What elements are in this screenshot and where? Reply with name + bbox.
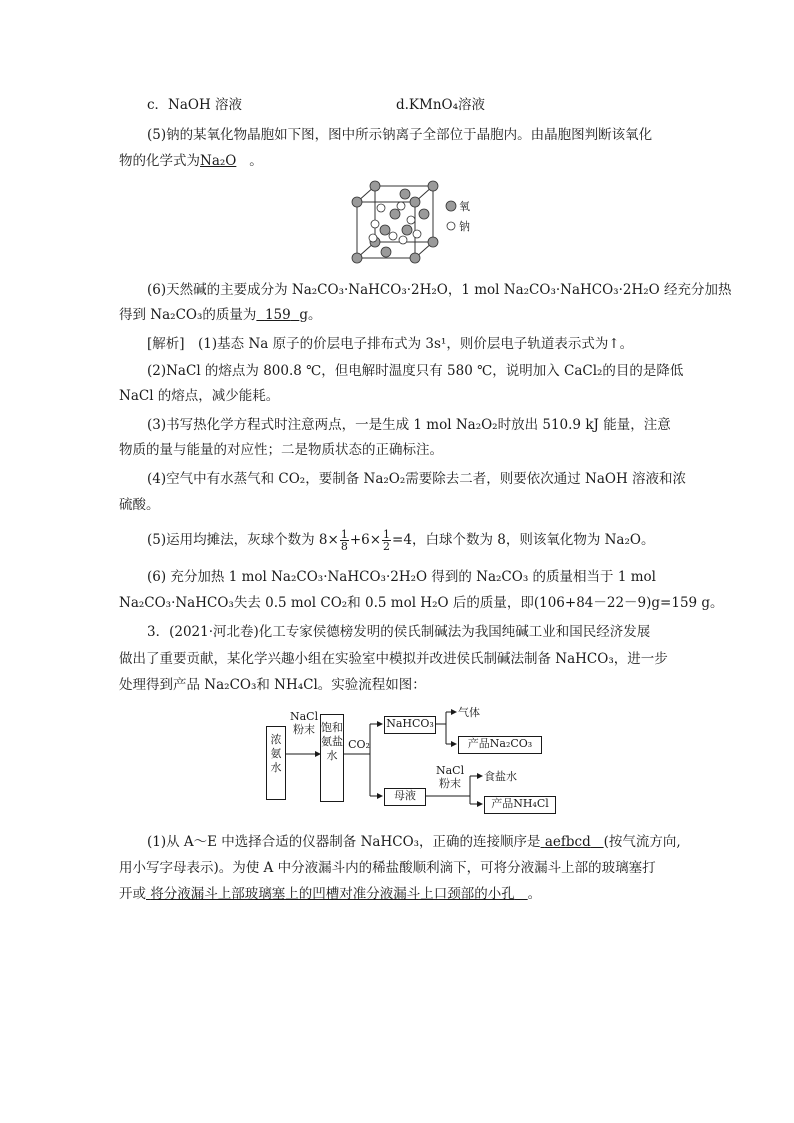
q3-1-line1: (1)从 A～E 中选择合适的仪器制备 NaHCO₃，正确的连接顺序是 aefbcd (按气流方向, — [147, 834, 681, 850]
legend-oxygen-marker — [446, 201, 456, 211]
label-co2: CO₂ — [348, 738, 370, 751]
legend-oxygen-label: 氧 — [459, 200, 470, 213]
analysis-3: NaCl 的熔点，减少能耗。 — [119, 388, 280, 404]
box-product-nh4cl: 产品NH₄Cl — [484, 796, 556, 814]
fraction-one-half: $\frac{1}{2}$ — [383, 528, 391, 553]
sodium-ions — [369, 202, 421, 244]
box-product-na2co3: 产品Na₂CO₃ — [458, 736, 542, 754]
label-nacl-powder-1: NaCl粉末 — [290, 710, 319, 736]
option-c: c．NaOH 溶液 — [147, 97, 243, 113]
q3-1-answer: aefbcd — [544, 834, 591, 850]
option-d: d.KMnO₄溶液 — [396, 97, 486, 113]
q3-line1: 3．(2021·河北卷)化工专家侯德榜发明的侯氏制碱法为我国纯碱工业和国民经济发展 — [147, 624, 651, 640]
analysis-10: Na₂CO₃·NaHCO₃失去 0.5 mol CO₂和 0.5 mol H₂O 后的质量，即(106+84－22－9)g=159 g。 — [119, 595, 724, 611]
process-flow-diagram — [260, 704, 560, 814]
label-gas: 气体 — [458, 706, 480, 719]
q6-answer: 159 — [264, 307, 291, 323]
analysis-6: (4)空气中有水蒸气和 CO₂，要制备 Na₂O₂需要除去二者，则要依次通过 NaOH 溶液和浓 — [147, 471, 687, 487]
label-salt-water: 食盐水 — [484, 770, 517, 783]
q3-line3: 处理得到产品 Na₂CO₃和 NH₄Cl。实验流程如图： — [119, 677, 426, 693]
legend-sodium-marker — [447, 222, 455, 230]
q3-1-line3: 开或 将分液漏斗上部玻璃塞上的凹槽对准分液漏斗上口颈部的小孔 。 — [119, 886, 542, 902]
label-nacl-powder-2: NaCl粉末 — [436, 764, 465, 790]
analysis-7: 硫酸。 — [119, 497, 160, 513]
crystal-cell-figure — [345, 178, 475, 268]
legend-sodium-label: 钠 — [459, 220, 470, 233]
analysis-2: (2)NaCl 的熔点为 800.8 ℃，但电解时温度只有 580 ℃，说明加入 CaCl₂的目的是降低 — [147, 363, 684, 379]
analysis-4: (3)书写热化学方程式时注意两点，一是生成 1 mol Na₂O₂时放出 510.9 kJ 能量，注意 — [147, 417, 671, 433]
q5-line1: (5)钠的某氧化物晶胞如下图，图中所示钠离子全部位于晶胞内。由晶胞图判断该氧化 — [147, 127, 653, 143]
box-nahco3: NaHCO₃ — [384, 716, 436, 734]
box-saturated-ammonia-brine: 饱和氨盐水 — [320, 714, 344, 802]
q6-line2: 得到 Na₂CO₃的质量为 159 g。 — [119, 307, 322, 323]
analysis-1: [解析] (1)基态 Na 原子的价层电子排布式为 3s¹，则价层电子轨道表示式为↑。 — [147, 336, 634, 352]
q6-line1: (6)天然碱的主要成分为 Na₂CO₃·NaHCO₃·2H₂O，1 mol Na₂CO₃·NaHCO₃·2H₂O 经充分加热 — [147, 282, 732, 298]
q5-answer: Na₂O — [200, 153, 237, 169]
analysis-5: 物质的量与能量的对应性；二是物质状态的正确标注。 — [119, 442, 443, 458]
q3-line2: 做出了重要贡献，某化学兴趣小组在实验室中模拟并改进侯氏制碱法制备 NaHCO₃，进一步 — [119, 651, 668, 667]
q3-1-line2: 用小写字母表示)。为使 A 中分液漏斗内的稀盐酸顺利滴下，可将分液漏斗上部的玻璃塞打 — [119, 860, 656, 876]
q3-1-answer-2: 将分液漏斗上部玻璃塞上的凹槽对准分液漏斗上口颈部的小孔 — [150, 886, 515, 902]
box-concentrated-ammonia: 浓氨水 — [266, 726, 286, 800]
fraction-one-eighth: $\frac{1}{8}$ — [340, 528, 348, 553]
analysis-8: (5)运用均摊法，灰球个数为 8× $\frac{1}{8}$ +6× $\frac{1}{2}$ =4，白球个数为 8，则该氧化物为 Na₂O。 — [147, 528, 655, 553]
q5-line2: 物的化学式为Na₂O 。 — [119, 153, 263, 169]
box-mother-liquor: 母液 — [384, 788, 426, 806]
analysis-9: (6) 充分加热 1 mol Na₂CO₃·NaHCO₃·2H₂O 得到的 Na₂CO₃ 的质量相当于 1 mol — [147, 569, 656, 585]
